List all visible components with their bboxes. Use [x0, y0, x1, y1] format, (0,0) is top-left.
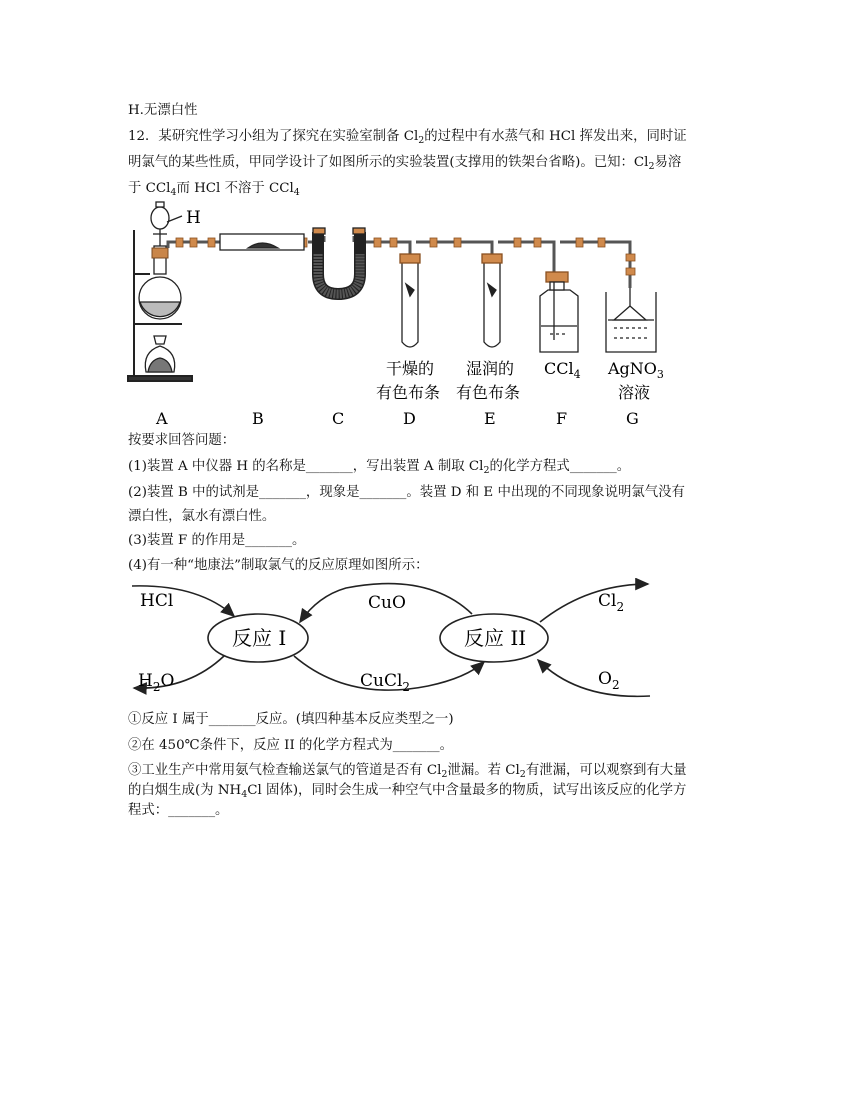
label-d-1: 干燥的	[386, 359, 435, 378]
label-e-1: 湿润的	[466, 359, 515, 378]
sub-question-3-line-2	[128, 782, 686, 804]
label-hcl: HCl	[140, 591, 174, 611]
u-tube-c	[313, 228, 365, 294]
stopper	[152, 248, 168, 258]
letter-a: A	[156, 409, 168, 428]
question-12-line-1	[128, 128, 687, 150]
prompt-line: 按要求回答问题：	[128, 433, 236, 448]
letter-b: B	[252, 409, 264, 428]
q12-text-1a: 12．某研究性学习小组为了探究在实验室制备 Cl	[128, 129, 419, 144]
drying-tube-b	[220, 234, 304, 250]
question-1	[128, 458, 630, 480]
subscript-4: 4	[241, 789, 248, 800]
label-h: H	[186, 208, 201, 228]
label-f: CCl$_4$	[544, 359, 581, 381]
label-cuo: CuO	[368, 593, 406, 613]
apparatus-figure	[120, 196, 680, 430]
test-tube-d	[400, 254, 420, 347]
label-e-2: 有色布条	[456, 383, 521, 402]
s3-text-b: 泄漏。若 Cl	[447, 763, 520, 778]
s3-text-c: 有泄漏，可以观察到有大量	[525, 763, 687, 778]
test-tube-e	[482, 254, 502, 347]
q12-text-1b: 的过程中有水蒸气和 HCl 挥发出来，同时证	[424, 129, 687, 144]
sub-question-2: ②在 450℃条件下，反应 II 的化学方程式为_______。	[128, 738, 454, 753]
label-reaction-2: 反应 II	[464, 626, 527, 650]
letter-e: E	[484, 409, 496, 428]
sub-question-3-line-3: 程式：_______。	[128, 803, 229, 818]
s3-text-a: ③工业生产中常用氨气检查输送氯气的管道是否有 Cl	[128, 763, 442, 778]
subscript-4: 4	[293, 187, 300, 198]
option-h: H.无漂白性	[128, 103, 198, 118]
beaker-g	[606, 288, 656, 352]
s3-text-2b: Cl 固体)，同时会生成一种空气中含量最多的物质，试写出该反应的化学方	[247, 783, 687, 798]
label-cl2: $Cl_2$	[598, 591, 625, 614]
question-4: (4)有一种“地康法”制取氯气的反应原理如图所示：	[128, 558, 429, 573]
q1-text-b: 的化学方程式_______。	[489, 459, 631, 474]
reaction-cycle-diagram	[128, 578, 660, 710]
sub-question-1: ①反应 I 属于_______反应。(填四种基本反应类型之一)	[128, 712, 454, 727]
arrow-cl2-out	[540, 584, 648, 622]
letter-g: G	[626, 409, 639, 428]
subscript-2: 2	[418, 135, 425, 146]
label-reaction-1: 反应 I	[232, 626, 287, 650]
s3-text-2a: 的白烟生成(为 NH	[128, 783, 242, 798]
alcohol-lamp	[142, 324, 178, 372]
label-g-1: AgNO$_3$	[608, 359, 664, 381]
sub-question-3-line-1	[128, 762, 687, 784]
subscript-2: 2	[648, 161, 655, 172]
letter-d: D	[403, 409, 416, 428]
question-12-line-2	[128, 154, 681, 176]
q1-text-a: (1)装置 A 中仪器 H 的名称是_______，写出装置 A 制取 Cl	[128, 459, 484, 474]
subscript-4: 4	[170, 187, 177, 198]
label-cucl2: CuCl$_2$	[360, 671, 411, 694]
subscript-2: 2	[483, 465, 490, 476]
gas-bottle-f	[540, 272, 578, 352]
letter-c: C	[332, 409, 345, 428]
letter-f: F	[556, 409, 568, 428]
question-3: (3)装置 F 的作用是_______。	[128, 533, 306, 548]
label-d-2: 有色布条	[376, 383, 441, 402]
q12-text-3a: 于 CCl	[128, 181, 171, 196]
q12-text-3b: 而 HCl 不溶于 CCl	[176, 181, 294, 196]
label-o2: $O_2$	[598, 669, 620, 692]
subscript-2: 2	[441, 769, 448, 780]
subscript-2: 2	[519, 769, 526, 780]
q12-text-2b: 易溶	[654, 155, 682, 170]
question-2-line-2: 漂白性，氯水有漂白性。	[128, 509, 276, 524]
q12-text-2a: 明氯气的某些性质，甲同学设计了如图所示的实验装置(支撑用的铁架台省略)。已知：Cl	[128, 155, 649, 170]
label-g-2: 溶液	[618, 383, 651, 402]
arrow-o2-in	[538, 660, 650, 696]
label-h2o: $H_2O$	[138, 671, 175, 694]
question-2-line-1: (2)装置 B 中的试剂是_______，现象是_______。装置 D 和 E 中出现的不同现象说明氯气没有	[128, 485, 685, 500]
